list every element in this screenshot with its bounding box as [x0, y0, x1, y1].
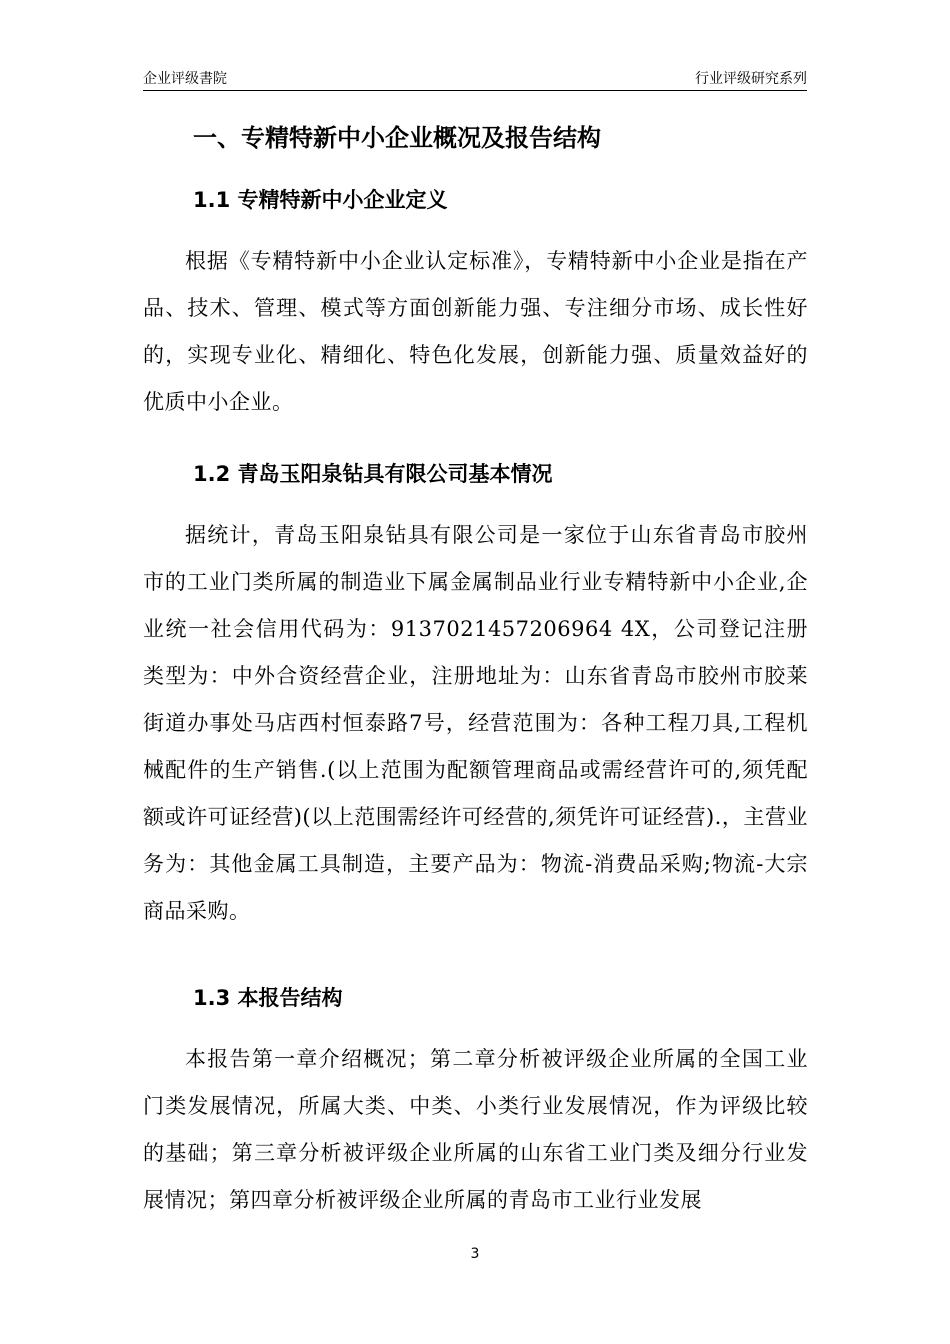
header-left-text: 企业评级書院 — [143, 71, 227, 87]
section-title: 一、专精特新中小企业概况及报告结构 — [193, 124, 601, 152]
page-number: 3 — [470, 1246, 480, 1262]
header-right-text: 行业评级研究系列 — [695, 71, 807, 87]
paragraph-company-info: 据统计，青岛玉阳泉钻具有限公司是一家位于山东省青岛市胶州市的工业门类所属的制造业下属金属制品业行业专精特新中小企业,企业统一社会信用代码为：9137021457206964 4X，公司登记注册类型为：中外合资经营企业，注册地址为：山东省青岛市胶州市胶莱街道办事处马店西村恒泰路7号，经营范围为：各种工程刀具,工程机械配件的生产销售.(以上范围为配额管理商品或需经营许可的,须凭配额或许可证经营)(以上范围需经许可经营的,须凭许可证经营).，主营业务为：其他金属工具制造，主要产品为：物流-消费品采购;物流-大宗商品采购。 — [143, 523, 808, 923]
paragraph-definition: 根据《专精特新中小企业认定标准》，专精特新中小企业是指在产品、技术、管理、模式等方面创新能力强、专注细分市场、成长性好的，实现专业化、精细化、特色化发展，创新能力强、质量效益好的优质中小企业。 — [143, 249, 808, 414]
subsection-title-1-1: 1.1 专精特新中小企业定义 — [193, 188, 448, 212]
page-header — [143, 66, 807, 91]
subsection-title-1-3: 1.3 本报告结构 — [193, 986, 343, 1010]
paragraph-report-structure: 本报告第一章介绍概况；第二章分析被评级企业所属的全国工业门类发展情况，所属大类、中类、小类行业发展情况，作为评级比较的基础；第三章分析被评级企业所属的山东省工业门类及细分行业发展情况；第四章分析被评级企业所属的青岛市工业行业发展 — [143, 1047, 808, 1212]
subsection-title-1-2: 1.2 青岛玉阳泉钻具有限公司基本情况 — [193, 462, 553, 486]
